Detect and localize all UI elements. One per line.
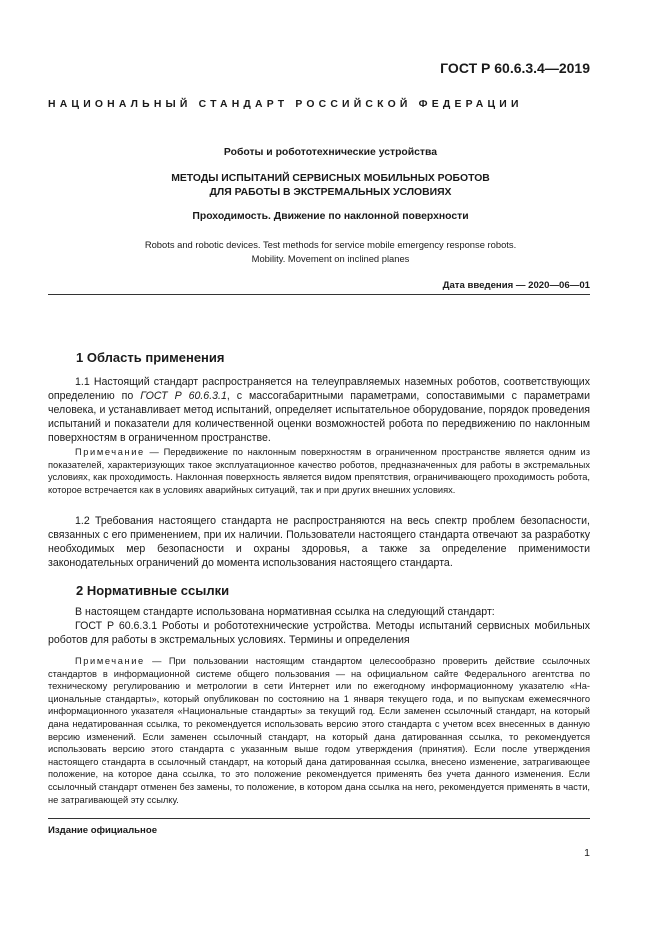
paragraph-text: 1.1 Настоящий стандарт распространяется на телеуправляемых наземных роботов, соответствующих определению по <box>48 376 590 402</box>
section-1-note <box>48 446 590 496</box>
page-number: 1 <box>584 847 590 859</box>
section-2-paragraph-1: В настоящем стандарте использована нормативная ссылка на следующий стандарт: <box>75 606 495 618</box>
footer-divider <box>48 818 590 819</box>
english-title-line-2: Mobility. Movement on inclined planes <box>251 253 410 264</box>
national-standard-banner: НАЦИОНАЛЬНЫЙ СТАНДАРТ РОССИЙСКОЙ ФЕДЕРАЦИИ <box>48 99 523 110</box>
note-label: Примечание <box>75 656 145 666</box>
standard-number: ГОСТ Р 60.6.3.4—2019 <box>440 60 590 76</box>
note-text: — Передвижение по наклонным поверхностям в ограниченном пространстве является одним из показателей, характеризующих такое эксплуатационное качество роботов, предназначенных для работы в экстремальных условиях, как проходимость. Наклонная поверхность является видом препятствия, ограничивающего проходимость робота, которое встречается как в условиях аварийных ситуаций, так и при других внешних условиях. <box>48 447 590 495</box>
main-title-line-1: МЕТОДЫ ИСПЫТАНИЙ СЕРВИСНЫХ МОБИЛЬНЫХ РОБОТОВ <box>171 173 490 184</box>
subtitle: Проходимость. Движение по наклонной поверхности <box>192 211 469 222</box>
title-group: Роботы и робототехнические устройства <box>223 147 438 158</box>
section-1-heading: 1 Область применения <box>76 350 225 365</box>
section-2-note <box>48 655 590 806</box>
introduction-date: Дата введения — 2020—06—01 <box>442 280 590 291</box>
standard-reference: ГОСТ Р 60.6.3.1 <box>140 389 227 402</box>
section-1-paragraph-2: 1.2 Требования настоящего стандарта не распространяются на весь спектр проблем безопасности, связанных с его применением, при их наличии. Пользователи настоящего стандарта отвечают за разработку необходимых мер безопасности и охраны здоровья, а также за определение применимости законодательных ограничений до момента использования настоящего стандарта. <box>48 515 590 569</box>
note-text: — При пользовании настоящим стандартом целесообразно проверить действие ссылочных стандартов в информационной системе общего пользования — на официальном сайте Федерального агентства по техническому регулированию и метрологии в сети Интернет или по ежегодному информационному указателю «Национальные стандарты», который опубликован по состоянию на 1 января текущего года, и по выпускам ежемесячного информационного указателя «Национальные стандарты» за текущий год. Если заменен ссылочный стандарт, на который дана недатированная ссылка, то рекомендуется использовать версию этого стандарта с учетом всех внесенных в данную версию изменений. Если заменен ссылочный стандарт, на который дана датированная ссылка, то рекомендуется использовать версию этого стандарта с указанным выше годом утверждения (принятия). Если после утверждения настоящего стандарта в ссылочный стандарт, на который дана датированная ссылка, внесено изменение, затрагивающее положение, на которое дана ссылка, то это положение рекомендуется применять без учета данного изменения. Если ссылочный стандарт отменен без замены, то положение, в котором дана ссылка на него, рекомендуется применять в части, не затрагивающей эту ссылку. <box>48 656 590 805</box>
section-2-paragraph-2: ГОСТ Р 60.6.3.1 Роботы и робототехнические устройства. Методы испытаний сервисных мобильных роботов для работы в экстремальных условиях. Термины и определения <box>48 620 590 646</box>
main-title-line-2: ДЛЯ РАБОТЫ В ЭКСТРЕМАЛЬНЫХ УСЛОВИЯХ <box>209 187 452 198</box>
main-title <box>48 172 613 200</box>
section-2-heading: 2 Нормативные ссылки <box>76 583 230 598</box>
english-title-line-1: Robots and robotic devices. Test methods for service mobile emergency response robots. <box>144 239 517 250</box>
date-divider <box>48 294 590 295</box>
note-label: Примечание <box>75 447 145 457</box>
section-1-paragraph-1 <box>48 376 590 446</box>
official-edition-label: Издание официальное <box>48 825 158 836</box>
english-title <box>48 238 613 266</box>
paragraph-text: , с массогабаритными параметрами, сопоставимыми с параметрами человека, и устанавливает метод испытаний, определяет испытательное оборудование, порядок проведения испытаний и показатели для количественной оценки возможностей робота по передвижению по наклонным поверхностям в ограниченном пространстве. <box>48 389 590 444</box>
